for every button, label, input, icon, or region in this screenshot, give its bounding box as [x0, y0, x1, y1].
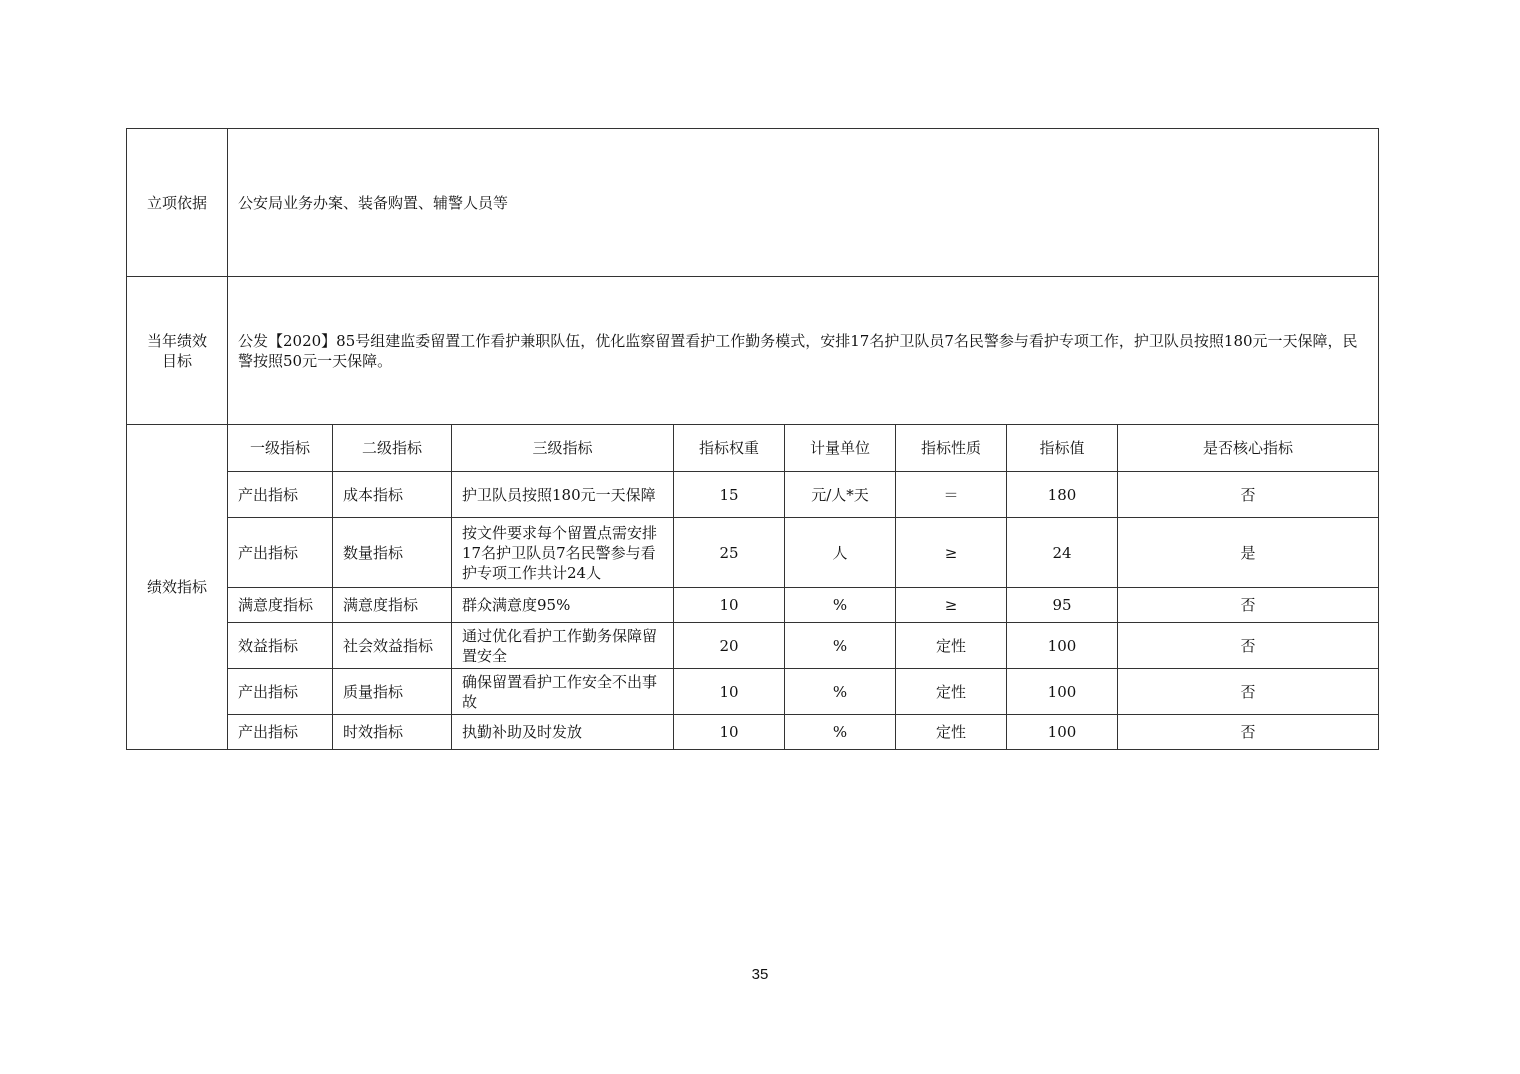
cell-level2: 数量指标 [333, 518, 452, 588]
cell-level1: 效益指标 [228, 623, 333, 669]
cell-value: 180 [1007, 472, 1118, 518]
cell-unit: 元/人*天 [785, 472, 896, 518]
header-unit: 计量单位 [785, 425, 896, 472]
cell-weight: 10 [674, 669, 785, 715]
table-row [127, 669, 1379, 715]
cell-value: 100 [1007, 669, 1118, 715]
cell-nature: 定性 [896, 715, 1007, 750]
cell-level1: 产出指标 [228, 472, 333, 518]
table-row [127, 588, 1379, 623]
indicators-label: 绩效指标 [127, 425, 228, 750]
cell-level2: 时效指标 [333, 715, 452, 750]
cell-unit: 人 [785, 518, 896, 588]
goal-label-line1: 当年绩效 [146, 331, 207, 350]
goal-label-line2: 目标 [161, 351, 192, 370]
cell-weight: 25 [674, 518, 785, 588]
cell-nature: ＝ [896, 472, 1007, 518]
goal-label [127, 277, 228, 425]
cell-value: 100 [1007, 623, 1118, 669]
cell-level2: 成本指标 [333, 472, 452, 518]
header-value: 指标值 [1007, 425, 1118, 472]
basis-row [127, 129, 1379, 277]
cell-weight: 15 [674, 472, 785, 518]
table-row [127, 472, 1379, 518]
cell-unit: % [785, 715, 896, 750]
cell-core: 否 [1118, 669, 1379, 715]
cell-level2: 质量指标 [333, 669, 452, 715]
goal-row [127, 277, 1379, 425]
cell-core: 否 [1118, 715, 1379, 750]
cell-level3: 执勤补助及时发放 [452, 715, 674, 750]
cell-level1: 产出指标 [228, 715, 333, 750]
cell-level1: 满意度指标 [228, 588, 333, 623]
cell-core: 否 [1118, 623, 1379, 669]
header-level2: 二级指标 [333, 425, 452, 472]
cell-value: 95 [1007, 588, 1118, 623]
cell-core: 是 [1118, 518, 1379, 588]
header-weight: 指标权重 [674, 425, 785, 472]
cell-core: 否 [1118, 588, 1379, 623]
basis-text: 公安局业务办案、装备购置、辅警人员等 [228, 129, 1379, 277]
cell-unit: % [785, 623, 896, 669]
cell-value: 24 [1007, 518, 1118, 588]
page-number: 35 [751, 966, 769, 983]
cell-level2: 社会效益指标 [333, 623, 452, 669]
header-level3: 三级指标 [452, 425, 674, 472]
cell-nature: ≥ [896, 588, 1007, 623]
cell-level3: 群众满意度95% [452, 588, 674, 623]
cell-unit: % [785, 669, 896, 715]
cell-nature: 定性 [896, 669, 1007, 715]
cell-level2: 满意度指标 [333, 588, 452, 623]
cell-level3: 确保留置看护工作安全不出事故 [452, 669, 674, 715]
cell-nature: 定性 [896, 623, 1007, 669]
indicator-header-row [127, 425, 1379, 472]
performance-table [126, 128, 1379, 750]
header-nature: 指标性质 [896, 425, 1007, 472]
goal-text: 公发【2020】85号组建监委留置工作看护兼职队伍，优化监察留置看护工作勤务模式，安排17名护卫队员7名民警参与看护专项工作，护卫队员按照180元一天保障，民警按照50元一天保障。 [228, 277, 1379, 425]
cell-level3: 按文件要求每个留置点需安排17名护卫队员7名民警参与看护专项工作共计24人 [452, 518, 674, 588]
cell-value: 100 [1007, 715, 1118, 750]
cell-level1: 产出指标 [228, 669, 333, 715]
cell-nature: ≥ [896, 518, 1007, 588]
cell-weight: 10 [674, 588, 785, 623]
header-level1: 一级指标 [228, 425, 333, 472]
table-row [127, 518, 1379, 588]
cell-level1: 产出指标 [228, 518, 333, 588]
cell-level3: 通过优化看护工作勤务保障留置安全 [452, 623, 674, 669]
table-row [127, 715, 1379, 750]
basis-label: 立项依据 [127, 129, 228, 277]
cell-weight: 10 [674, 715, 785, 750]
cell-level3: 护卫队员按照180元一天保障 [452, 472, 674, 518]
cell-weight: 20 [674, 623, 785, 669]
cell-unit: % [785, 588, 896, 623]
table-row [127, 623, 1379, 669]
header-core: 是否核心指标 [1118, 425, 1379, 472]
cell-core: 否 [1118, 472, 1379, 518]
